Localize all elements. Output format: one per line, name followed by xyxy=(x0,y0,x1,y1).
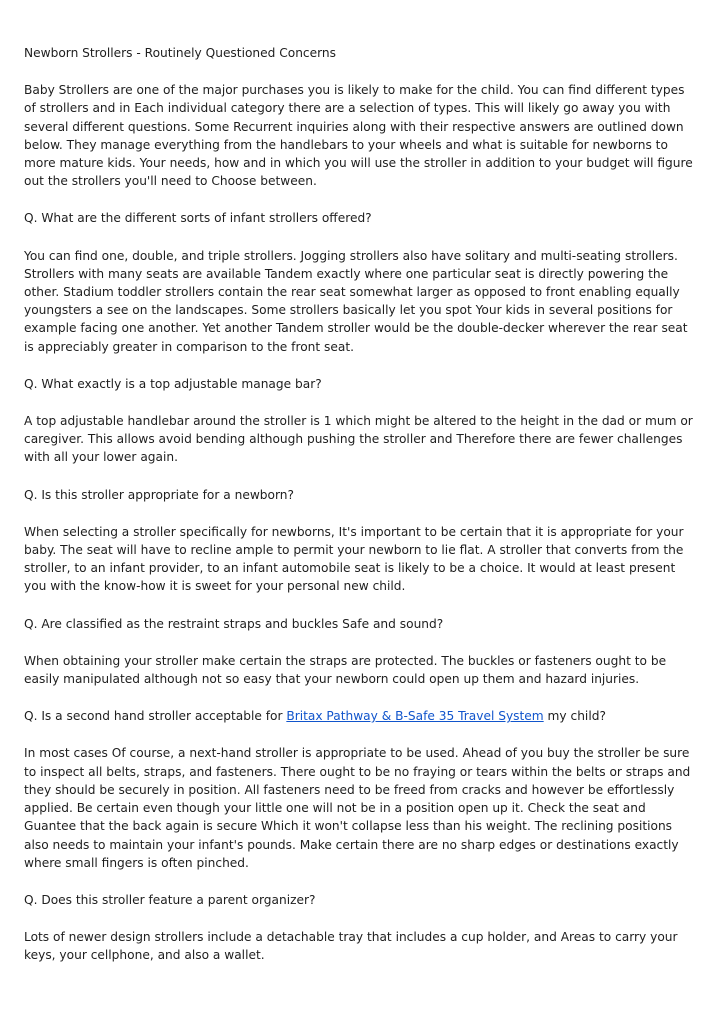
answer-4: When obtaining your stroller make certain the straps are protected. The buckles or fasteners ought to be easily manipulated although not so easy that your newborn could open up them and hazard injuries. xyxy=(24,653,667,687)
question-6: Q. Does this stroller feature a parent organizer? xyxy=(24,892,316,907)
answer-1: You can find one, double, and triple strollers. Jogging strollers also have solitary and multi-seating strollers. Strollers with many seats are available Tandem exactly where one particular seat is directly powering the other. Stadium toddler strollers contain the rear seat somewhat larger as opposed to front enabling equally youngsters a see on the landscapes. Some strollers basically let you spot Your kids in several positions for example facing one another. Yet another Tandem stroller would be the double-decker wherever the rear seat is appreciably greater in comparison to the front seat. xyxy=(24,248,688,354)
question-5-text-before: Q. Is a second hand stroller acceptable for xyxy=(24,709,287,724)
question-3: Q. Is this stroller appropriate for a newborn? xyxy=(24,487,294,502)
intro-paragraph: Baby Strollers are one of the major purchases you is likely to make for the child. You can find different types of strollers and in Each individual category there are a selection of types. This will likely go away you with several different questions. Some Recurrent inquiries along with their respective answers are outlined down below. They manage everything from the handlebars to your wheels and what is suitable for newborns to more mature kids. Your needs, how and in which you will use the stroller in addition to your budget will figure out the strollers you'll need to Choose between. xyxy=(24,83,693,189)
product-link[interactable]: Britax Pathway & B-Safe 35 Travel System xyxy=(286,709,544,724)
question-2: Q. What exactly is a top adjustable manage bar? xyxy=(24,376,322,391)
answer-3: When selecting a stroller specifically for newborns, It's important to be certain that it is appropriate for your baby. The seat will have to recline ample to permit your newborn to lie flat. A stroller that converts from the stroller, to an infant provider, to an infant automobile seat is likely to be a choice. It would at least present you with the know-how it is sweet for your personal new child. xyxy=(24,524,684,594)
answer-6: Lots of newer design strollers include a detachable tray that includes a cup holder, and Areas to carry your keys, your cellphone, and also a wallet. xyxy=(24,930,678,963)
answer-5: In most cases Of course, a next-hand stroller is appropriate to be used. Ahead of you buy the stroller be sure to inspect all belts, straps, and fasteners. There ought to be no fraying or tears within the belts or straps and they should be securely in position. All fasteners need to be freed from cracks and however be effortlessly applied. Be certain even though your little one will not be in a position open up it. Check the seat and Guantee that the back again is secure Which it won't collapse less than his weight. The reclining positions also needs to maintain your infant's pounds. Make certain there are no sharp edges or destinations exactly where small fingers is often pinched. xyxy=(24,746,691,870)
document-page xyxy=(24,44,696,984)
question-5 xyxy=(24,707,696,725)
question-5-text-after: my child? xyxy=(543,709,606,724)
question-1: Q. What are the different sorts of infant strollers offered? xyxy=(24,211,372,226)
question-4: Q. Are classified as the restraint straps and buckles Safe and sound? xyxy=(24,616,444,631)
document-title: Newborn Strollers - Routinely Questioned Concerns xyxy=(24,46,336,60)
answer-2: A top adjustable handlebar around the stroller is 1 which might be altered to the height in the dad or mum or caregiver. This allows avoid bending although pushing the stroller and Therefore there are fewer challenges with all your lower again. xyxy=(24,414,693,465)
